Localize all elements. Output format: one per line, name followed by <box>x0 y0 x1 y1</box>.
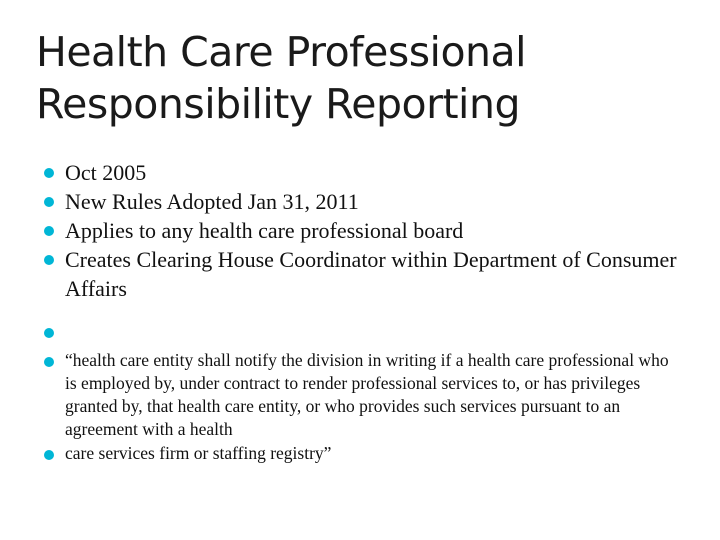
bullet-item <box>44 216 684 245</box>
bullet-dot-icon <box>44 450 54 460</box>
bullet-text: Creates Clearing House Coordinator within Department of Consumer Affairs <box>65 247 677 301</box>
bullet-text: Oct 2005 <box>65 160 147 185</box>
bullet-text: care services firm or staffing registry” <box>65 443 332 463</box>
bullet-item-quote <box>44 442 684 465</box>
bullet-item <box>44 245 684 303</box>
bullet-dot-icon <box>44 197 54 207</box>
bullet-item <box>44 158 684 187</box>
bullet-dot-icon <box>44 168 54 178</box>
title-line-1: Health Care Professional <box>36 28 527 76</box>
title-line-2: Responsibility Reporting <box>36 80 520 128</box>
bullet-item <box>44 187 684 216</box>
bullet-dot-icon <box>44 226 54 236</box>
bullet-dot-icon <box>44 357 54 367</box>
bullet-item-quote <box>44 349 684 441</box>
bullet-dot-icon <box>44 255 54 265</box>
bullet-dot-icon <box>44 328 54 338</box>
bullet-text: New Rules Adopted Jan 31, 2011 <box>65 189 359 214</box>
slide-title <box>36 26 686 130</box>
bullet-item-empty <box>44 303 684 348</box>
bullet-list <box>44 158 684 465</box>
bullet-text: Applies to any health care professional board <box>65 218 464 243</box>
bullet-text: “health care entity shall notify the division in writing if a health care professional who is employed by, under contract to render professional services to, or has privileges granted by, that health care entity, or who provides such services pursuant to an agreement with a health <box>65 350 669 439</box>
